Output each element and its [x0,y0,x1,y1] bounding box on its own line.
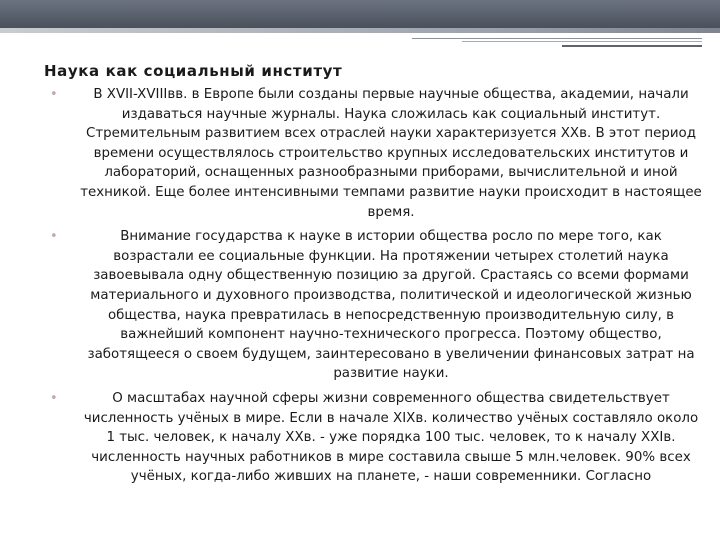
bullet-icon: • [50,390,58,406]
slide-title: Наука как социальный институт [44,62,343,80]
bullet-icon: • [50,229,58,245]
bullet-text: В XVII-XVIIIвв. в Европе были созданы первые научные общества, академии, начали издаваться научные журналы. Наука сложилась как социальный институт. Стремительным развитием всех отраслей науки характеризуется XXв. В этот период времени осуществлялось строительство крупных исследовательских институтов и лабораторий, оснащенных разнообразными приборами, вычислительной и иной техникой. Еще более интенсивными темпами развитие науки происходит в настоящее время. [80,87,702,220]
slide-content [50,85,710,492]
bullet-icon: • [50,87,58,102]
bullet-paragraph [50,389,710,487]
bullet-text: О масштабах научной сферы жизни современного общества свидетельствует численность учёных в мире. Если в начале XIXв. количество учёных составляло около 1 тыс. человек, к началу XXв. - уже порядка 100 тыс. человек, то к началу XXIв. численность научных работников в мире составила свыше 5 млн.человек. 90% всех учёных, когда-либо живших на планете, - наши современники. Согласно [83,390,699,485]
header-bar [0,0,720,28]
bullet-paragraph [50,227,710,384]
decorative-line [462,41,702,42]
decorative-line [562,45,702,47]
decorative-lines [412,36,702,50]
decorative-line [412,38,702,39]
header-accent-line [0,28,720,33]
bullet-paragraph [50,85,710,222]
bullet-text: Внимание государства к науке в истории общества росло по мере того, как возрастали ее социальные функции. На протяжении четырех столетий наука завоевывала одну общественную позицию за другой. Срастаясь со всеми формами материального и духовного производства, политической и идеологической жизнью общества, наука превратилась в непосредственную производительную силу, в важнейший компонент научно-технического прогресса. Поэтому общество, заботящееся о своем будущем, заинтересовано в увеличении финансовых затрат на развитие науки. [87,229,695,382]
